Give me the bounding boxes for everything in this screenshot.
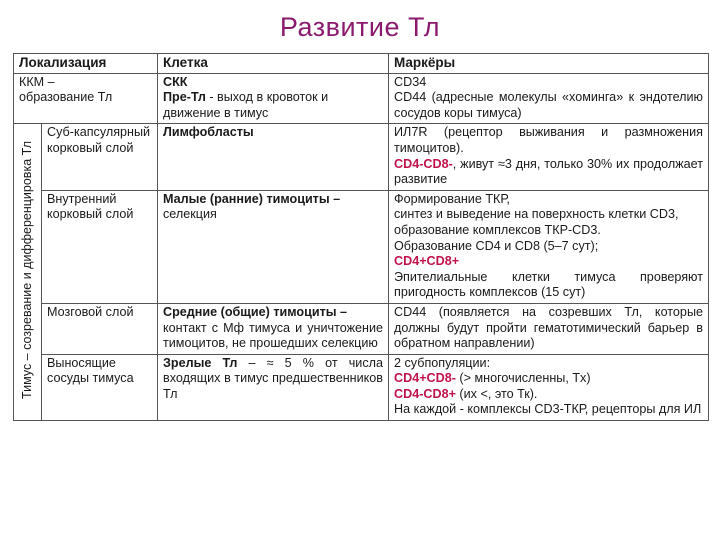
loc-bone-marrow: ККМ – образование Тл [14, 73, 158, 124]
header-cell: Клетка [158, 54, 389, 74]
cell-small-thymocytes: Малые (ранние) тимоциты – селекция [158, 190, 389, 303]
cell-lymphoblasts: Лимфобласты [158, 124, 389, 190]
cell-middle-thymocytes: Средние (общие) тимоциты – контакт с Мф тимуса и уничтожение тимоцитов, не прошедших селекцию [158, 303, 389, 354]
loc-efferent-vessels: Выносящие сосуды тимуса [42, 354, 158, 420]
markers-row2: ИЛ7R (рецептор выживания и размножения тимоцитов). CD4-CD8-, живут ≈3 дня, только 30% их продолжает развитие [389, 124, 709, 190]
table-row [14, 190, 709, 303]
loc-inner-cortex: Внутренний корковый слой [42, 190, 158, 303]
markers-row4: CD44 (появляется на созревших Тл, которые должны будут пройти гематотимический барьер в обратном направлении) [389, 303, 709, 354]
markers-row1: CD34 CD44 (адресные молекулы «хоминга» к эндотелию сосудов коры тимуса) [389, 73, 709, 124]
table-row [14, 303, 709, 354]
side-label: Тимус – созревание и дифференцировка Тл [14, 124, 42, 421]
table-row [14, 354, 709, 420]
development-table [13, 53, 709, 421]
page-title: Развитие Тл [279, 12, 441, 42]
loc-medulla: Мозговой слой [42, 303, 158, 354]
header-markers: Маркёры [389, 54, 709, 74]
cell-stem: СКК Пре-Тл - выход в кровоток и движение в тимус [158, 73, 389, 124]
table-row [14, 124, 709, 190]
header-localization: Локализация [14, 54, 158, 74]
table-row [14, 73, 709, 124]
markers-row5: 2 субпопуляции: CD4+CD8- (> многочисленны, Tx) CD4-CD8+ (их <, это Тк). На каждой - комплексы CD3-ТКР, рецепторы для ИЛ [389, 354, 709, 420]
header-row [14, 54, 709, 74]
markers-row3: Формирование ТКР, синтез и выведение на поверхность клетки CD3, образование комплексов ТКР-CD3. Образование CD4 и CD8 (5–7 сут); CD4+CD8+ Эпителиальные клетки тимуса проверяют пригодность комплексов (15 сут) [389, 190, 709, 303]
loc-subcapsular: Суб-капсулярный корковый слой [42, 124, 158, 190]
cell-mature-t: Зрелые Тл – ≈ 5 % от числа входящих в тимус предшественников Тл [158, 354, 389, 420]
